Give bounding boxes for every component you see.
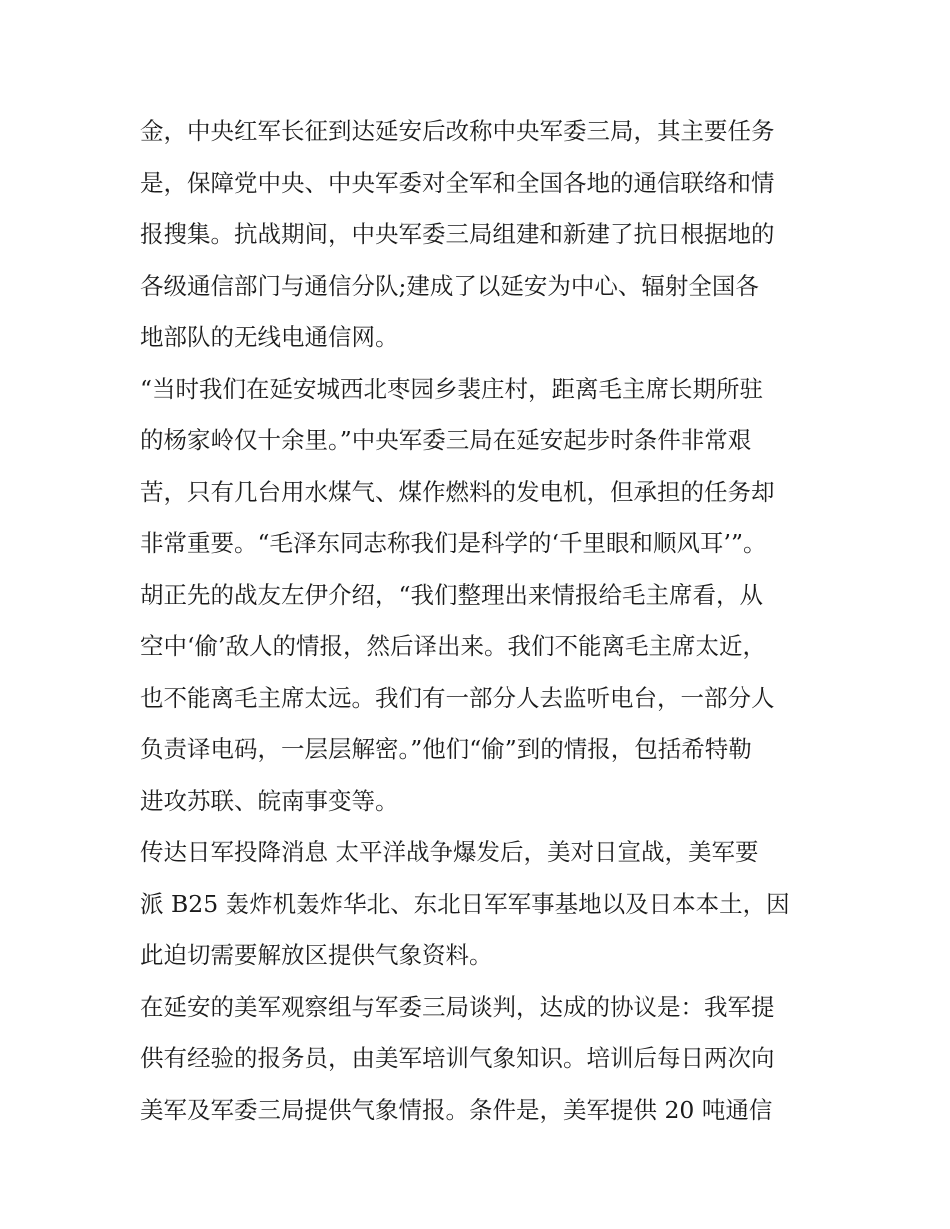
text-line: 各级通信部门与通信分队;建成了以延安为中心、辐射全国各 [140,271,759,300]
text-line: 是，保障党中央、中央军委对全军和全国各地的通信联络和情 [140,168,775,197]
text-line: 供有经验的报务员，由美军培训气象知识。培训后每日两次向 [140,1044,775,1072]
text-line: 此迫切需要解放区提供气象资料。 [140,941,493,969]
paragraph-4 [140,982,820,1137]
text-line: 的杨家岭仅十余里。”中央军委三局在延安起步时条件非常艰 [140,426,752,454]
document-body [140,106,820,1136]
text-line: 金，中央红军长征到达延安后改称中央军委三局，其主要任务 [140,117,775,145]
text-line: 地部队的无线电通信网。 [140,323,399,351]
text-line: 派 B25 轰炸机轰炸华北、东北日军军事基地以及日本本土，因 [140,889,790,918]
text-line: 负责译电码，一层层解密。”他们“偷”到的情报，包括希特勒 [140,735,752,763]
text-line: 非常重要。“毛泽东同志称我们是科学的‘千里眼和顺风耳’”。 [140,529,767,557]
text-line: 苦，只有几台用水煤气、煤作燃料的发电机，但承担的任务却 [140,477,775,506]
text-line: “当时我们在延安城西北枣园乡裴庄村，距离毛主席长期所驻 [140,374,764,403]
text-line: 空中‘偷’敌人的情报，然后译出来。我们不能离毛主席太近， [140,632,766,660]
text-line: 也不能离毛主席太远。我们有一部分人去监听电台，一部分人 [140,683,775,712]
paragraph-1 [140,106,820,364]
text-line: 报搜集。抗战期间，中央军委三局组建和新建了抗日根据地的 [140,220,775,248]
text-line: 进攻苏联、皖南事变等。 [140,786,399,815]
text-line: 在延安的美军观察组与军委三局谈判，达成的协议是：我军提 [140,992,775,1021]
paragraph-2 [140,364,820,828]
text-line: 美军及军委三局提供气象情报。条件是，美军提供 20 吨通信 [140,1095,773,1124]
text-line: 胡正先的战友左伊介绍，“我们整理出来情报给毛主席看，从 [140,580,764,609]
text-line: 传达日军投降消息 太平洋战争爆发后，美对日宣战，美军要 [140,838,759,866]
paragraph-3 [140,827,820,982]
